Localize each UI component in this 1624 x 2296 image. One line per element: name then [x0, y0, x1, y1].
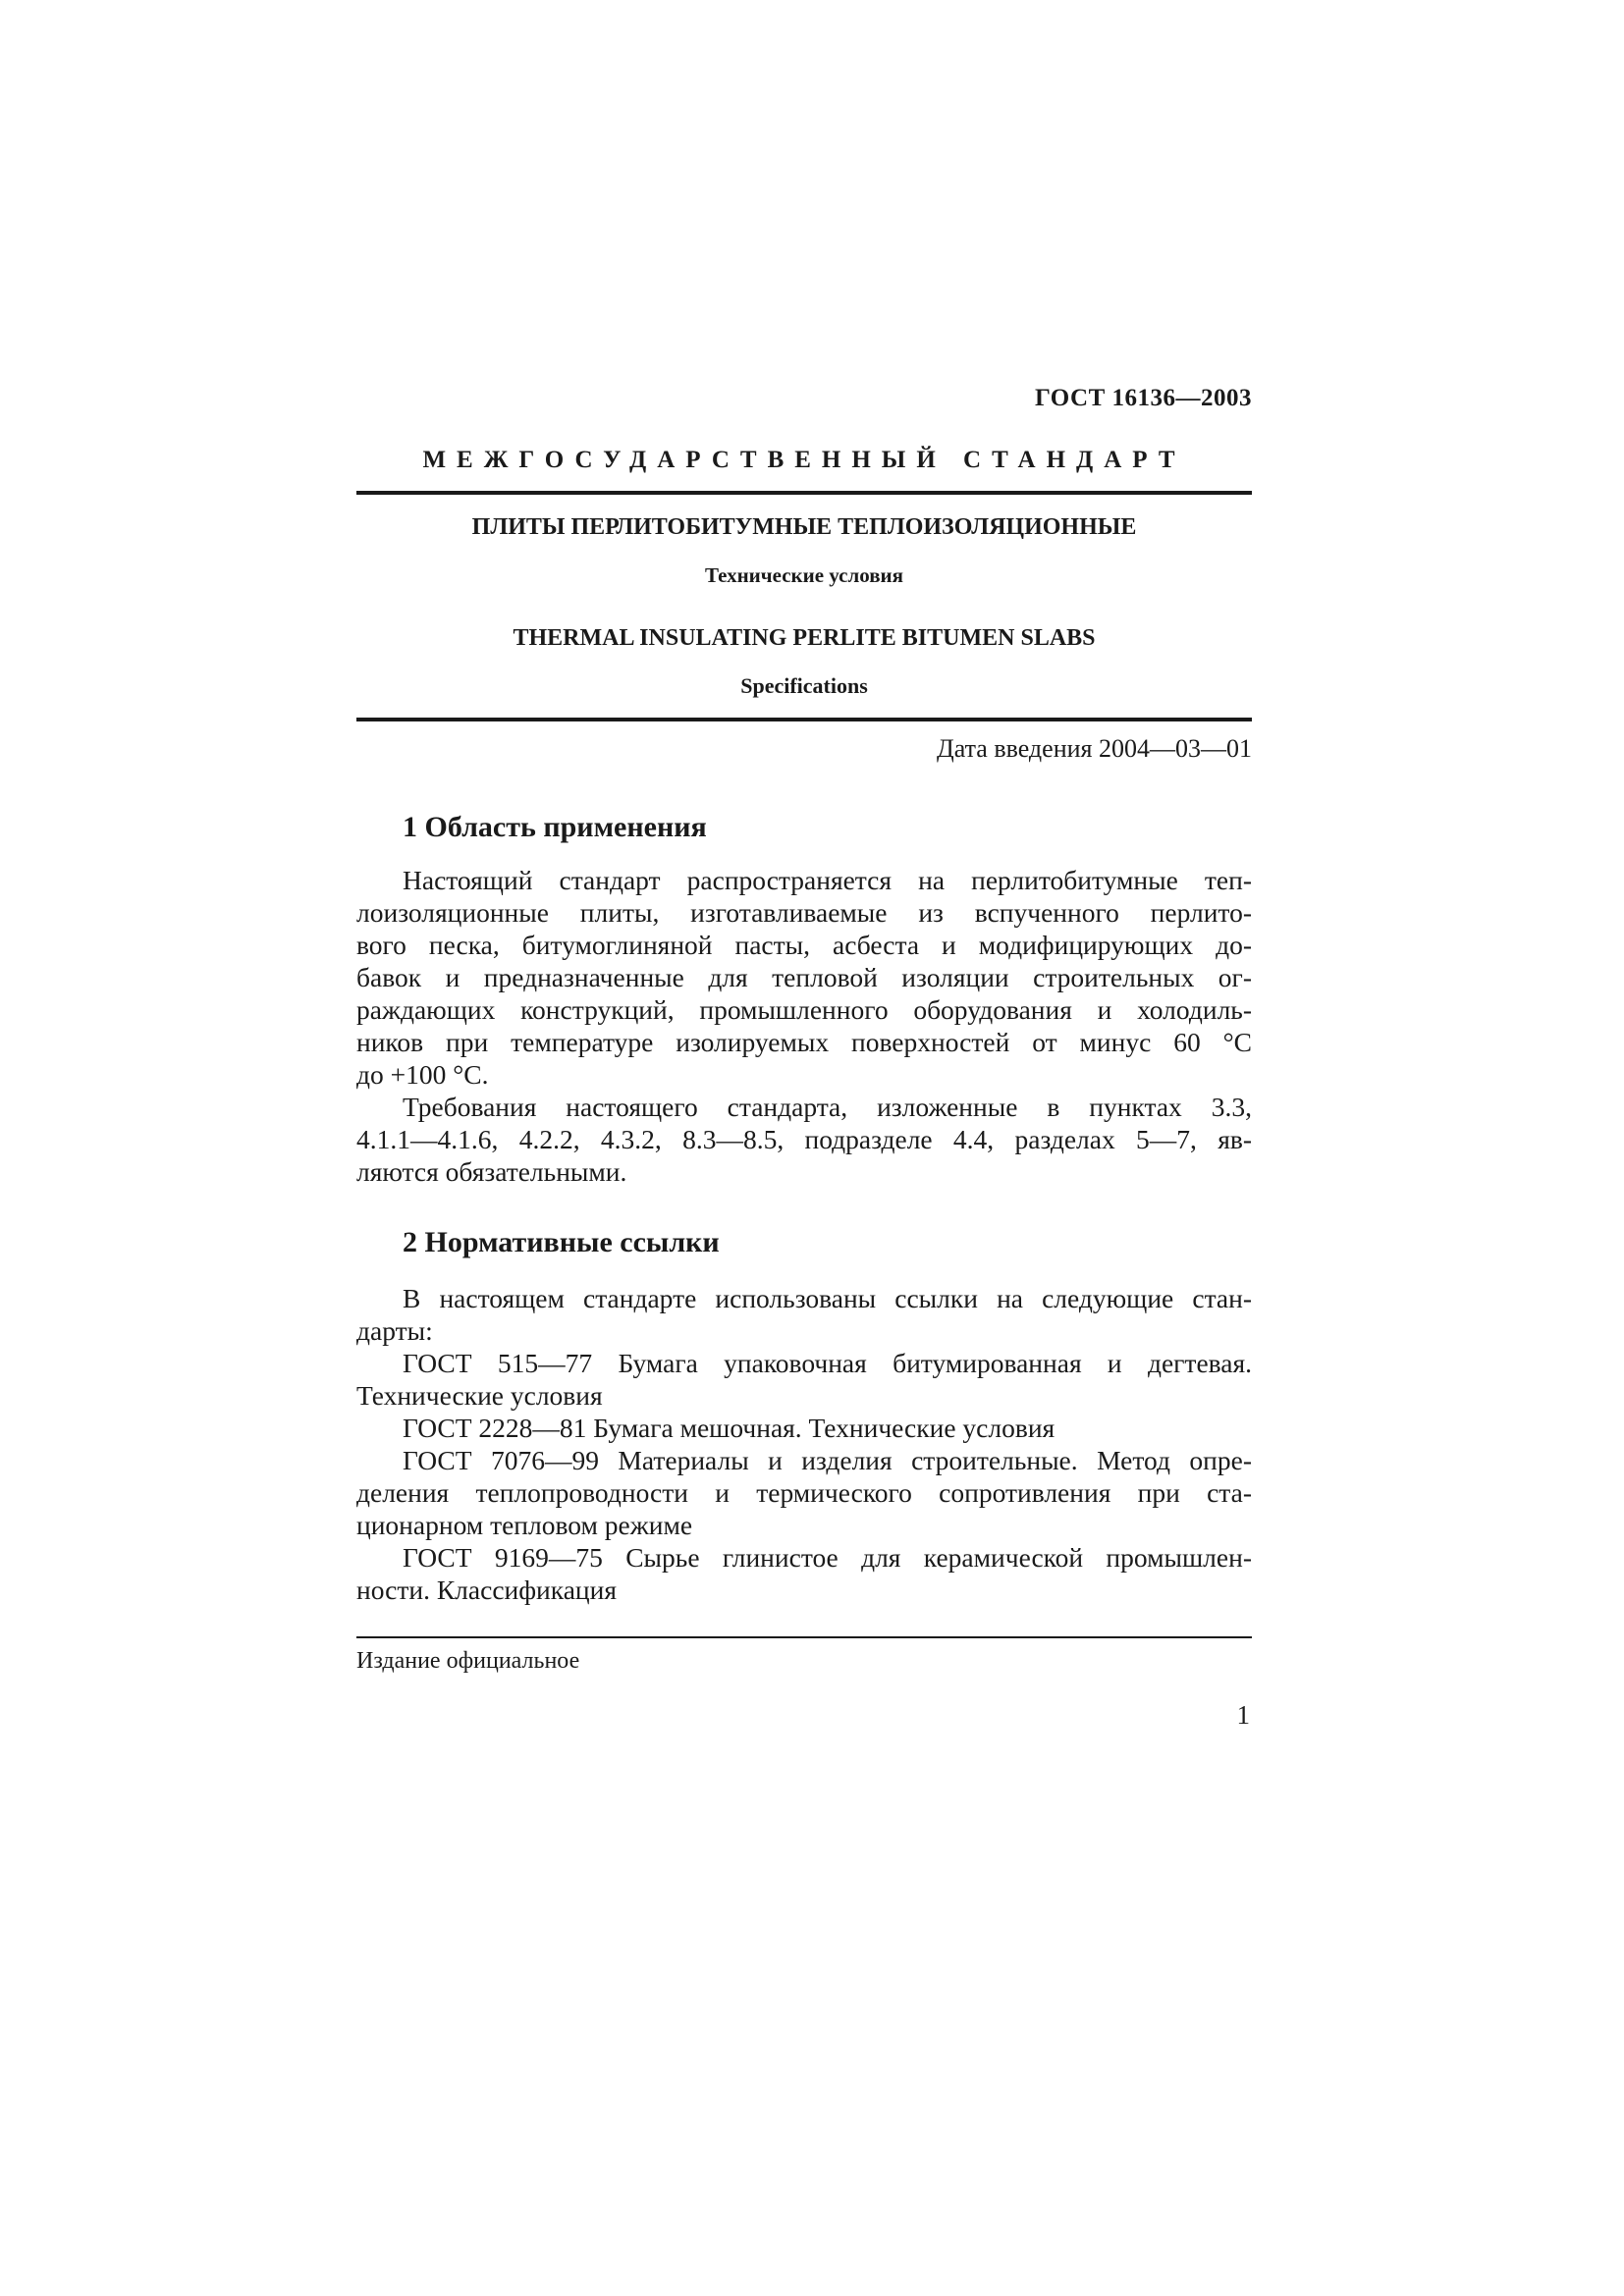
text-line: ности. Классификация: [356, 1575, 618, 1605]
title-english: THERMAL INSULATING PERLITE BITUMEN SLABS: [513, 625, 1096, 651]
text-line: Требования настоящего стандарта, изложенные в пунктах 3.3,: [403, 1092, 1252, 1122]
document-number: ГОСТ 16136—2003: [1034, 385, 1252, 411]
text-line: ников при температуре изолируемых поверхностей от минус 60 °С: [356, 1027, 1252, 1057]
text-line: бавок и предназначенные для тепловой изоляции строительных ог-: [356, 962, 1252, 992]
footnote-rule: [356, 1636, 1252, 1638]
subtitle-english: Specifications: [740, 673, 868, 698]
reference-item: [356, 1412, 1252, 1444]
text-line: ГОСТ 7076—99 Материалы и изделия строительные. Метод опре-: [403, 1445, 1252, 1475]
introduction-date: Дата введения 2004—03—01: [937, 734, 1252, 763]
text-line: лоизоляционные плиты, изготавливаемые из вспученного перлито-: [356, 897, 1252, 928]
title-rule-bottom: [356, 718, 1252, 721]
interstate-standard-label: МЕЖГОСУДАРСТВЕННЫЙ СТАНДАРТ: [422, 447, 1186, 473]
title-russian: ПЛИТЫ ПЕРЛИТОБИТУМНЫЕ ТЕПЛОИЗОЛЯЦИОННЫЕ: [471, 514, 1137, 540]
section-1-heading: 1 Область применения: [403, 811, 707, 843]
text-line: деления теплопроводности и термического сопротивления при ста-: [356, 1477, 1252, 1508]
text-line: ГОСТ 515—77 Бумага упаковочная битумированная и дегтевая.: [403, 1348, 1252, 1378]
text-line: ГОСТ 9169—75 Сырье глинистое для керамической промышлен-: [403, 1542, 1252, 1573]
text-line: В настоящем стандарте использованы ссылки на следующие стан-: [403, 1283, 1252, 1313]
reference-item: [356, 1347, 1252, 1412]
title-rule-top: [356, 491, 1252, 495]
reference-item: [356, 1444, 1252, 1541]
text-line: ляются обязательными.: [356, 1156, 627, 1187]
edition-note: Издание официальное: [356, 1648, 580, 1674]
text-line: Настоящий стандарт распространяется на перлитобитумные теп-: [403, 865, 1252, 895]
reference-item: [356, 1541, 1252, 1606]
section-2-heading: 2 Нормативные ссылки: [403, 1226, 720, 1258]
text-line: 4.1.1—4.1.6, 4.2.2, 4.3.2, 8.3—8.5, подразделе 4.4, разделах 5—7, яв-: [356, 1124, 1252, 1154]
text-line: раждающих конструкций, промышленного оборудования и холодиль-: [356, 994, 1252, 1025]
text-line: ционарном тепловом режиме: [356, 1510, 693, 1540]
section-2-paragraph-1: [356, 1282, 1252, 1347]
subtitle-russian: Технические условия: [704, 563, 904, 587]
text-line: вого песка, битумоглиняной пасты, асбеста и модифицирующих до-: [356, 930, 1252, 960]
section-1-paragraph-1: [356, 864, 1252, 1091]
text-line: до +100 °С.: [356, 1059, 489, 1090]
text-line: Технические условия: [356, 1380, 603, 1411]
page-number: 1: [1236, 1700, 1250, 1730]
section-1-paragraph-2: [356, 1091, 1252, 1188]
text-line: дарты:: [356, 1315, 433, 1346]
text-line: ГОСТ 2228—81 Бумага мешочная. Технические условия: [403, 1413, 1056, 1443]
